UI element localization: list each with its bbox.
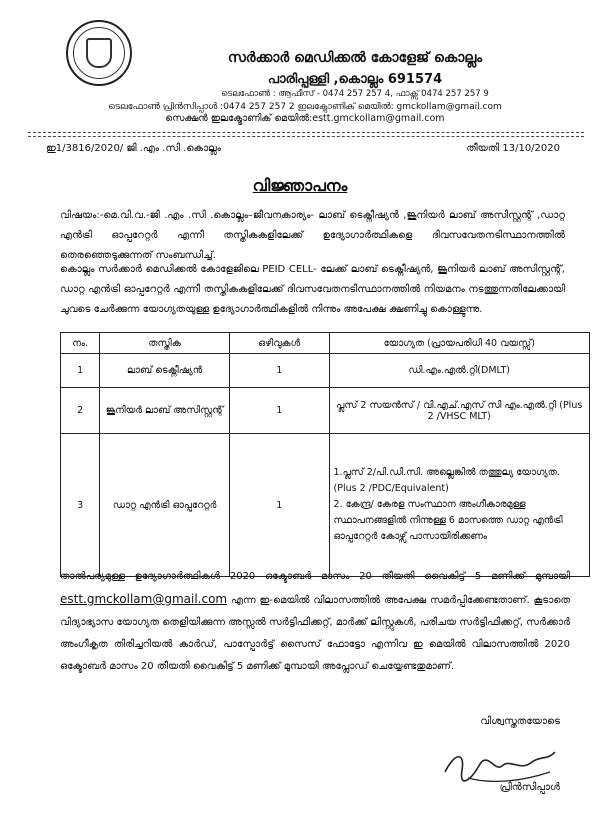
- row-vacancies: 1: [229, 434, 329, 577]
- row-qualification: [329, 434, 589, 577]
- institution-name: സർക്കാർ മെഡിക്കൽ കോളേജ് കൊല്ലം: [227, 50, 483, 66]
- row-post: ലാബ് ടെക്നീഷ്യൻ: [100, 354, 230, 388]
- qualification-item-1: 1.പ്ലസ് 2/പി.ഡി.സി. അല്ലെങ്കിൽ തത്തുല്യ യോഗ്യത. (Plus 2 /PDC/Equivalent): [333, 467, 560, 494]
- document-title: [0, 176, 600, 196]
- signatory-designation: പ്രിൻസിപ്പാൾ: [499, 782, 560, 793]
- principal-phone-email: ടെലഫോൺ പ്രിൻസിപ്പാൾ :0474 257 257 2 ഇലക്ട്രോണിക് മെയിൽ: gmckollam@gmail.com: [108, 102, 502, 112]
- college-seal-logo: [66, 20, 132, 86]
- table-row: [61, 434, 590, 577]
- office-phone: ടെലഫോൺ : ആഫീസ് - 0474 257 257 4, ഫാക്സ് 0474 257 257 9: [221, 89, 489, 99]
- body2-instructions: എന്ന ഇ-മെയിൽ വിലാസത്തിൽ അപേക്ഷ സമർപ്പിക്കേണ്ടതാണ്. കൂടാതെ വിദ്യാഭ്യാസ യോഗ്യത തെളിയിക്കുന്ന അസ്സൽ സർട്ടിഫിക്കറ്റ്, മാർക്ക് ലിസ്റ്റുകൾ, പരിചയ സർട്ടിഫിക്കറ്റ്, സർക്കാർ അംഗീകൃത തിരിച്ചറിയൽ കാർഡ്, പാസ്പോർട്ട് സൈസ് ഫോട്ടോ എന്നിവ ഇ മെയിൽ വിലാസത്തിൽ 2020 ഒക്ടോബർ മാസം 20 തീയതി വൈകിട്ട് 5 മണിക്ക് മുമ്പായി അപ്ലോഡ് ചെയ്യേണ്ടതുമാണ്.: [60, 595, 570, 672]
- header-divider-top: [28, 132, 584, 133]
- application-email-link[interactable]: estt.gmckollam@gmail.com: [60, 592, 228, 606]
- body2-intro: താൽപര്യമുള്ള ഉദ്യോഗാർത്ഥികൾ 2020 ഒക്ടോബർ മാസം 20 തീയതി വൈകിട്ട് 5 മണിക്ക് മുമ്പായി: [60, 571, 570, 582]
- reference-number: ഇ1/3816/2020/ ജി .എം .സി .കൊല്ലം: [46, 143, 221, 154]
- subject-paragraph: വിഷയം:-മെ.വി.വ.-ജി .എം .സി .കൊല്ലം–ജീവനകാര്യം- ലാബ് ടെക്നീഷ്യൻ ,ജൂനിയർ ലാബ് അസിസ്റ്റന്റ് ,ഡാറ്റ എൻട്രി ഓപ്പറേറ്റർ എന്നീ തസ്തികകളിലേക്ക് ഉദ്യോഗാർത്ഥികളെ ദിവസവേതനടിസ്ഥാനത്തിൽ തെരഞ്ഞെടുക്കുന്നത് സംബന്ധിച്ച്.: [60, 210, 565, 261]
- row-post: ജൂനിയർ ലാബ് അസിസ്റ്റന്റ്: [100, 388, 230, 434]
- header-divider-bottom: [28, 136, 584, 137]
- header-no: നം.: [61, 333, 100, 354]
- document-date: തീയതി 13/10/2020: [466, 143, 560, 154]
- institution-address: പാരിപ്പള്ളി ,കൊല്ലം 691574: [267, 72, 443, 87]
- seal-emblem-icon: [86, 38, 112, 68]
- section-email: സെക്ഷൻ ഇലക്ട്രോണിക് മെയിൽ:estt.gmckollam@gmail.com: [165, 113, 445, 124]
- body-paragraph-1: കൊല്ലം സർക്കാർ മെഡിക്കൽ കോളേജിലെ PEID CELL- ലേക്ക് ലാബ് ടെക്നീഷ്യൻ, ജൂനിയർ ലാബ് അസിസ്റ്റന്റ്, ഡാറ്റ എൻട്രി ഓപ്പറേറ്റർ എന്നീ തസ്തികകളിലേക്ക് ദിവസവേതനടിസ്ഥാനത്തിൽ നിയമനം നടത്തുന്നതിലേക്കായി ചുവടെ ചേർക്കുന്ന യോഗ്യതയുള്ള ഉദ്യോഗാർത്ഥികളിൽ നിന്നും അപേക്ഷ ക്ഷണിച്ചു കൊള്ളുന്നു.: [60, 264, 565, 315]
- header-post: തസ്തിക: [100, 333, 230, 354]
- row-no: 1: [61, 354, 100, 388]
- row-post: ഡാറ്റ എൻട്രി ഓപ്പറേറ്റർ: [100, 434, 230, 577]
- row-vacancies: 1: [229, 354, 329, 388]
- row-vacancies: 1: [229, 388, 329, 434]
- table-row: [61, 388, 590, 434]
- header-vacancies: ഒഴിവുകൾ: [229, 333, 329, 354]
- header-qualification: യോഗ്യത (പ്രായപരിധി 40 വയസ്സ്): [329, 333, 589, 354]
- row-no: 3: [61, 434, 100, 577]
- table-row: [61, 354, 590, 388]
- row-qualification: പ്ലസ് 2 സയൻസ് / വി.എച്.എസ് സി എം.എൽ.റ്റി (Plus 2 /VHSC MLT): [329, 388, 589, 434]
- document-title-text: വിജ്ഞാപനം: [252, 176, 348, 195]
- table-header-row: [61, 333, 590, 354]
- row-qualification: ഡി.എം.എൽ.റ്റി(DMLT): [329, 354, 589, 388]
- qualification-item-2: 2. കേന്ദ്ര/ കേരള സംസ്ഥാന അംഗീകാരമുള്ള സ്ഥാപനങ്ങളിൽ നിന്നുള്ള 6 മാസത്തെ ഡാറ്റ എൻട്രി ഓപ്പറേറ്റർ കോഴ്സ് പാസായിരിക്കണം: [333, 499, 563, 542]
- vacancy-table: [60, 332, 590, 577]
- body-paragraph-2: [60, 566, 570, 678]
- row-no: 2: [61, 388, 100, 434]
- closing-salutation: വിശ്വസ്തതയോടെ: [480, 716, 560, 727]
